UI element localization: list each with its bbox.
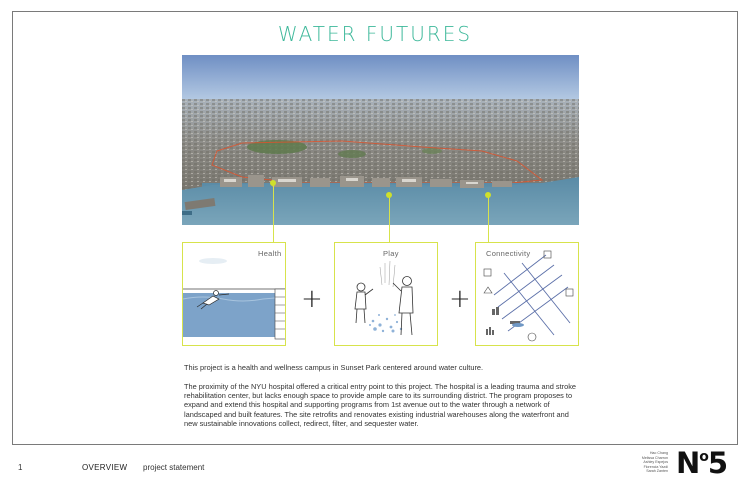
aerial-photo: [182, 55, 579, 225]
page-number: 1: [18, 463, 23, 472]
statement-body: The proximity of the NYU hospital offered a critical entry point to this project. The hospital is a leading trauma and stroke rehabilitation center, but lacks enough space to provide ample care to its surrounding district. The program proposes to expand and extend this hospital and supporting programs from 1st avenue out to the water through a network of landscaped and built features. The site retrofits and renovates existing industrial warehouses along the waterfront and new sustainable innovations collect, redirect, filter, and sequester water.: [184, 382, 577, 428]
connector-health: [273, 183, 274, 242]
plus-operator-1: +: [301, 284, 323, 314]
logo-n: N: [676, 446, 700, 480]
panel-health: [182, 242, 286, 346]
panel-connectivity: [475, 242, 579, 346]
team-member: Ashley Espejos: [643, 460, 668, 465]
panel-connectivity-label: Connectivity: [486, 249, 531, 258]
connector-play: [389, 195, 390, 242]
number-logo: [676, 446, 728, 480]
panel-play-label: Play: [383, 249, 399, 258]
connectivity-diagram: [476, 243, 579, 346]
logo-number: 5: [707, 446, 728, 480]
section-title: OVERVIEW: [82, 463, 128, 472]
team-member: Melissa Charron: [641, 455, 668, 460]
team-member: Hao Chang: [649, 451, 668, 455]
marker-health: [270, 180, 276, 186]
connector-connectivity: [488, 195, 489, 242]
page-title: WATER FUTURES: [277, 22, 473, 46]
team-member: Florencia Yazdi: [643, 464, 668, 469]
panel-play: [334, 242, 438, 346]
panel-health-label: Health: [258, 249, 282, 258]
pool-swimmer-illustration: [183, 243, 286, 346]
team-list: [618, 451, 668, 474]
aerial-photo-graphic: [182, 55, 579, 225]
children-play-illustration: [335, 243, 438, 346]
marker-play: [386, 192, 392, 198]
statement-intro: This project is a health and wellness campus in Sunset Park centered around water culture.: [184, 363, 484, 372]
plus-operator-2: +: [449, 284, 471, 314]
logo-degree: o: [699, 449, 708, 465]
team-member: Sarah Zanten: [646, 469, 668, 474]
section-subtitle: project statement: [143, 463, 205, 472]
marker-connectivity: [485, 192, 491, 198]
